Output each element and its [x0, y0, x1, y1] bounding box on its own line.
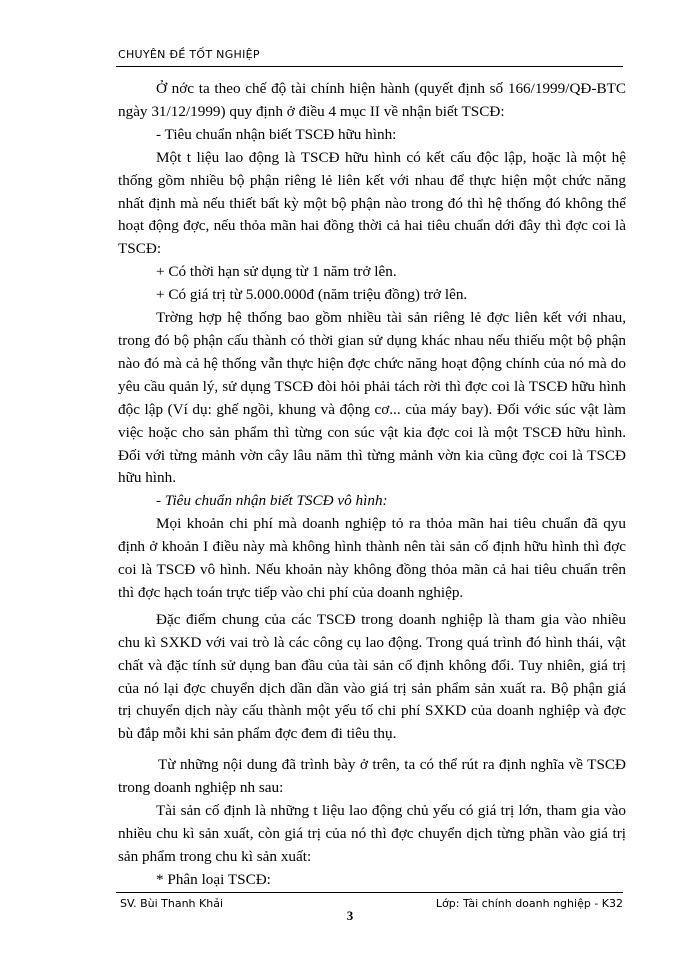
criteria-item-value: + Có giá trị từ 5.000.000đ (năm triệu đồng) trở lên. — [156, 286, 468, 304]
footer-class: Lớp: Tài chính doanh nghiệp - K32 — [435, 897, 623, 910]
heading-tangible-criteria: - Tiêu chuẩn nhận biết TSCĐ hữu hình: — [156, 125, 397, 143]
page-number: 3 — [346, 908, 354, 923]
paragraph-intro: Ở nớc ta theo chế độ tài chính hiện hành (quyết định số 166/1999/QĐ-BTC ngày 31/12/1999) quy định ở điều 4 mục II về nhận biết TSCĐ: — [118, 80, 626, 120]
header-title: CHUYÊN ĐỀ TỐT NGHIỆP — [118, 48, 260, 61]
document-body — [118, 78, 626, 892]
heading-intangible-criteria: - Tiêu chuẩn nhận biết TSCĐ vô hình: — [156, 492, 388, 510]
heading-classification: * Phân loại TSCĐ: — [156, 870, 271, 888]
header-divider — [116, 66, 623, 67]
paragraph-system-case: Trờng hợp hệ thống bao gồm nhiều tài sản riêng lẻ đợc liên kết với nhau, trong đó bộ phận cấu thành có thời gian sử dụng khác nhau nếu thiếu một bộ phận nào đó mà cả hệ thống vẫn thực hiện đợc chức năng hoạt động chính của nó mà do yêu cầu quản lý, sử dụng TSCĐ đòi hỏi phải tách rời thì đợc coi là TSCĐ hữu hình độc lập (Ví dụ: ghế ngồi, khung và động cơ... của máy bay). Đối vớic súc vật làm việc hoặc cho sản phẩm thì từng con súc vật kia đợc coi là một TSCĐ hữu hình. Đối với từng mảnh vờn cây lâu năm thì từng mảnh vờn kia cũng đợc coi là TSCĐ hữu hình. — [118, 309, 626, 487]
paragraph-definition-intro: Từ những nội dung đã trình bày ở trên, ta có thể rút ra định nghĩa về TSCĐ trong doanh nghiệp nh sau: — [118, 756, 626, 797]
footer-student-name: SV. Bùi Thanh Khải — [120, 897, 224, 910]
criteria-item-duration: + Có thời hạn sử dụng từ 1 năm trở lên. — [156, 263, 397, 281]
paragraph-common-features: Đặc điểm chung của các TSCĐ trong doanh nghiệp là tham gia vào nhiều chu kì SXKD với vai trò là các công cụ lao động. Trong quá trình đó hình thái, vật chất và đặc tính sử dụng ban đầu của tài sản cố định không đổi. Tuy nhiên, giá trị của nó lại đợc chuyển dịch dần dần vào giá trị sản phẩm sản xuất ra. Bộ phận giá trị chuyển dịch này cấu thành một yếu tố chi phí SXKD của doanh nghiệp và đợc bù đắp mỗi khi sản phẩm đợc đem đi tiêu thụ. — [118, 610, 626, 743]
paragraph-intangible-definition: Mọi khoản chi phí mà doanh nghiệp tỏ ra thỏa mãn hai tiêu chuẩn đã qyu định ở khoản I điều này mà không hình thành nên tài sản cố định hữu hình thì đợc coi là TSCĐ vô hình. Nếu khoản này không đồng thỏa mãn cả hai tiêu chuẩn trên thì đợc hạch toán trực tiếp vào chi phí của doanh nghiệp. — [118, 515, 626, 601]
paragraph-fixed-asset-definition: Tài sản cố định là những t liệu lao động chủ yếu có giá trị lớn, tham gia vào nhiều chu kì sản xuất, còn giá trị của nó thì đợc chuyển dịch từng phần vào giá trị sản phẩm trong chu kì sản xuất: — [118, 802, 626, 865]
footer-divider — [116, 892, 623, 893]
paragraph-tangible-definition: Một t liệu lao động là TSCĐ hữu hình có kết cấu độc lập, hoặc là một hệ thống gồm nhiều bộ phận riêng lẻ liên kết với nhau để thực hiện một chức năng nhất định mà nếu thiết bất kỳ một bộ phận nào trong đó thì hệ thống đó không thể hoạt động đợc, nếu thỏa mãn hai đồng thời cả hai tiêu chuẩn dới đây thì đợc coi là TSCĐ: — [118, 148, 626, 258]
